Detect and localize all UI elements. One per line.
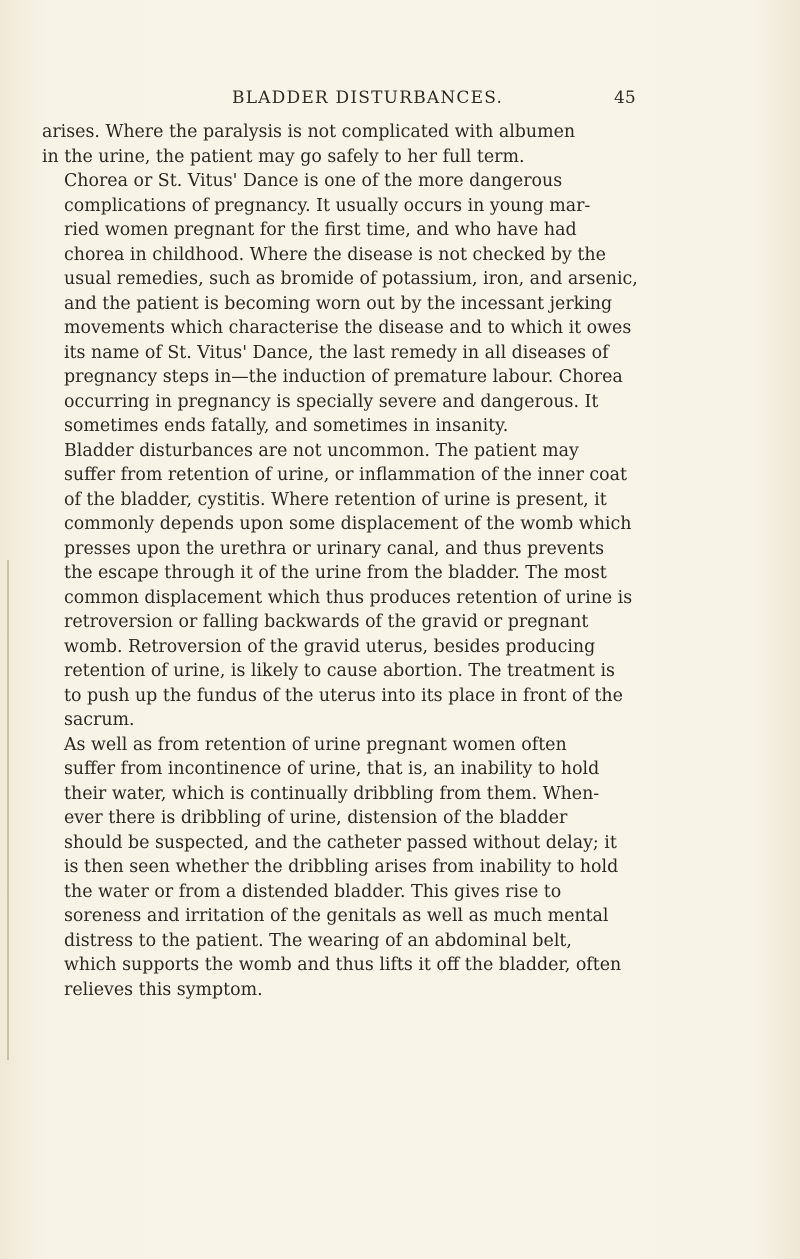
text-line: the water or from a distended bladder. This gives rise to: [64, 881, 562, 902]
text-line: Bladder disturbances are not uncommon. The patient may: [64, 440, 579, 461]
text-line: which supports the womb and thus lifts it off the bladder, often: [64, 955, 622, 975]
page-edge-shadow: [7, 560, 9, 1060]
text-line: As well as from retention of urine pregnant women often: [64, 734, 567, 755]
text-line: common displacement which thus produces retention of urine is: [64, 587, 633, 608]
text-line: retention of urine, is likely to cause abortion. The treatment is: [64, 661, 615, 681]
body-text: [42, 120, 664, 1002]
text-line: and the patient is becoming worn out by the incessant jerking: [64, 293, 613, 314]
text-line: ever there is dribbling of urine, distension of the bladder: [64, 808, 568, 828]
text-line: in the urine, the patient may go safely to her full term.: [42, 146, 525, 167]
text-line: distress to the patient. The wearing of an abdominal belt,: [64, 930, 572, 951]
paragraph: [42, 120, 664, 169]
text-line: occurring in pregnancy is specially severe and dangerous. It: [64, 391, 599, 412]
paragraph-bladder: [42, 439, 664, 733]
page-number: 45: [614, 88, 636, 108]
text-line: complications of pregnancy. It usually occurs in young mar-: [64, 195, 591, 216]
text-line: soreness and irritation of the genitals as well as much mental: [64, 906, 609, 926]
text-line: commonly depends upon some displacement of the womb which: [64, 514, 632, 534]
text-line: usual remedies, such as bromide of potassium, iron, and arsenic,: [64, 269, 638, 289]
text-line: should be suspected, and the catheter passed without delay; it: [64, 832, 617, 853]
text-line: their water, which is continually dribbling from them. When-: [64, 783, 600, 804]
text-line: its name of St. Vitus' Dance, the last remedy in all diseases of: [64, 342, 609, 363]
running-title: BLADDER DISTURBANCES.: [232, 88, 504, 108]
text-line: sacrum.: [64, 710, 135, 730]
text-line: pregnancy steps in—the induction of premature labour. Chorea: [64, 367, 623, 387]
text-line: movements which characterise the disease and to which it owes: [64, 318, 632, 338]
text-line: ried women pregnant for the first time, and who have had: [64, 220, 577, 240]
text-line: suffer from incontinence of urine, that is, an inability to hold: [64, 759, 600, 779]
text-line: Chorea or St. Vitus' Dance is one of the more dangerous: [64, 171, 563, 191]
paragraph-incontinence: [42, 733, 664, 1003]
text-line: womb. Retroversion of the gravid uterus, besides producing: [64, 636, 596, 657]
text-line: to push up the fundus of the uterus into its place in front of the: [64, 685, 623, 706]
text-line: arises. Where the paralysis is not complicated with albumen: [42, 122, 576, 142]
text-line: is then seen whether the dribbling arises from inability to hold: [64, 857, 619, 877]
text-line: relieves this symptom.: [64, 979, 263, 1000]
text-line: of the bladder, cystitis. Where retention of urine is present, it: [64, 489, 607, 510]
text-line: chorea in childhood. Where the disease is not checked by the: [64, 244, 606, 265]
text-line: suffer from retention of urine, or inflammation of the inner coat: [64, 465, 627, 485]
text-line: the escape through it of the urine from the bladder. The most: [64, 563, 607, 583]
text-line: sometimes ends fatally, and sometimes in insanity.: [64, 416, 509, 436]
text-line: presses upon the urethra or urinary canal, and thus prevents: [64, 538, 605, 559]
text-line: retroversion or falling backwards of the gravid or pregnant: [64, 612, 589, 632]
running-head: [42, 88, 662, 112]
paragraph-chorea: [42, 169, 664, 439]
